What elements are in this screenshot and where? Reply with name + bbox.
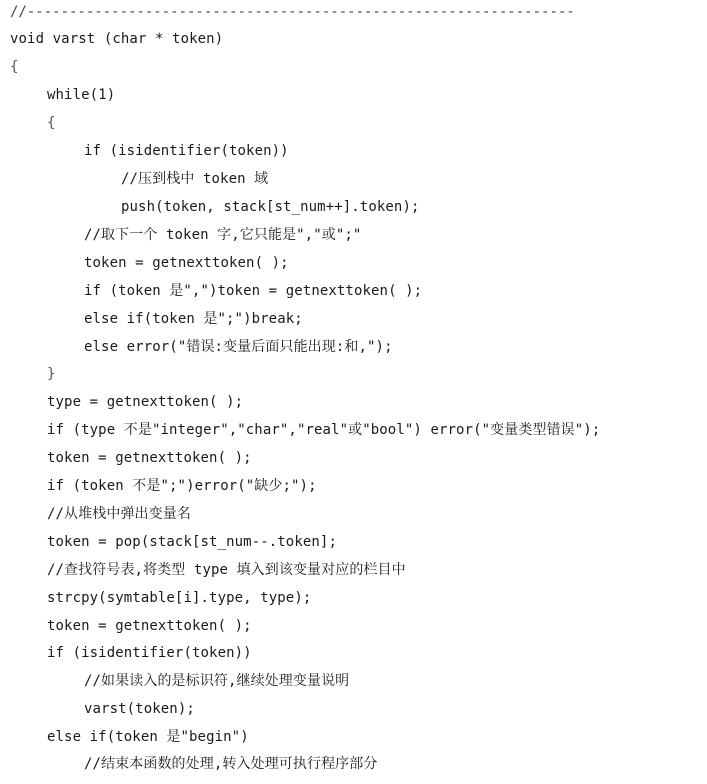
function-signature: void varst (char * token) [10, 31, 224, 47]
code-line: if (token 是",")token = getnexttoken( ); [84, 283, 423, 299]
code-line: else if(token 是"begin") [47, 729, 249, 745]
loop-open-brace: { [47, 115, 56, 131]
code-line: strcpy(symtable[i].type, type); [47, 590, 312, 606]
code-line: token = getnexttoken( ); [47, 618, 252, 634]
separator-comment: //----------------------------------------------------------------- [10, 4, 575, 20]
code-line: push(token, stack[st_num++].token); [121, 199, 420, 215]
code-line: token = pop(stack[st_num--.token]; [47, 534, 337, 550]
code-line: if (token 不是";")error("缺少;"); [47, 478, 317, 494]
open-brace: { [10, 59, 19, 75]
code-comment: //从堆栈中弹出变量名 [47, 506, 191, 522]
code-line: token = getnexttoken( ); [47, 450, 252, 466]
code-line: if (isidentifier(token)) [47, 645, 252, 661]
code-line: type = getnexttoken( ); [47, 394, 244, 410]
code-line: varst(token); [84, 701, 195, 717]
code-line: if (type 不是"integer","char","real"或"bool") error("变量类型错误"); [47, 422, 601, 438]
loop-close-brace: } [47, 366, 56, 382]
code-line: if (isidentifier(token)) [84, 143, 289, 159]
code-line: token = getnexttoken( ); [84, 255, 289, 271]
code-comment: //如果读入的是标识符,继续处理变量说明 [84, 673, 350, 689]
code-comment: //取下一个 token 字,它只能是","或";" [84, 227, 362, 243]
code-comment: //查找符号表,将类型 type 填入到该变量对应的栏目中 [47, 562, 406, 578]
while-loop: while(1) [47, 87, 116, 103]
code-line: else if(token 是";")break; [84, 311, 303, 327]
code-line: else error("错误:变量后面只能出现:和,"); [84, 339, 393, 355]
code-comment: //结束本函数的处理,转入处理可执行程序部分 [84, 756, 378, 772]
code-comment: //压到栈中 token 域 [121, 171, 269, 187]
